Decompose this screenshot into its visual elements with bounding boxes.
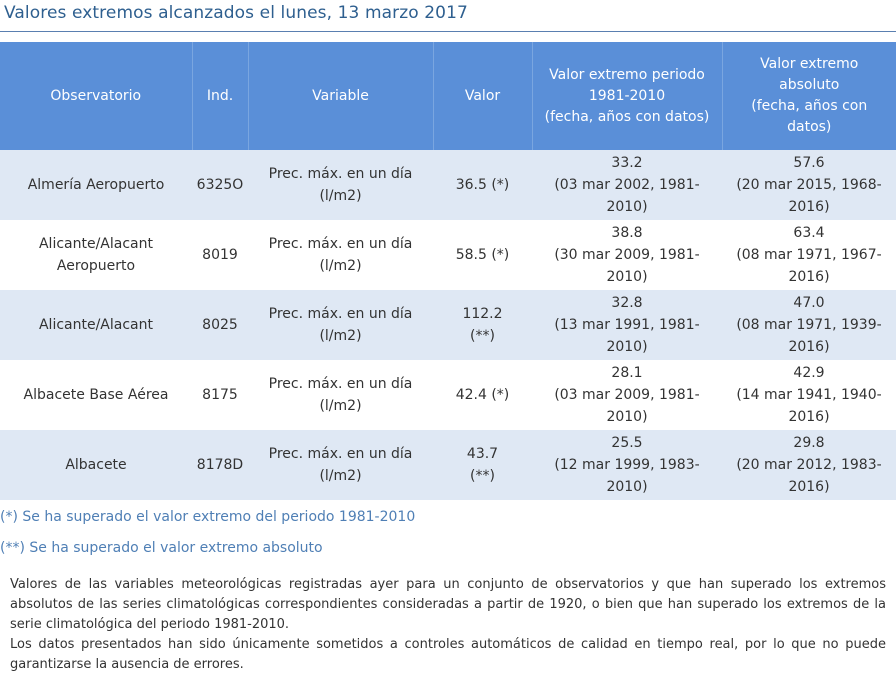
header-variable: Variable <box>248 42 433 150</box>
cell-extremo-periodo: 32.8 (13 mar 1991, 1981-2010) <box>532 290 722 360</box>
note-paragraph: Valores de las variables meteorológicas registradas ayer para un conjunto de observatorios y que han superado los extremos absolutos de las series climatológicas correspondientes consideradas a partir de 1920, o bien que han superado los extremos de la serie climatológica del periodo 1981-2010. <box>10 577 886 632</box>
cell-observatorio: Albacete Base Aérea <box>0 360 192 430</box>
cell-observatorio: Almería Aeropuerto <box>0 150 192 220</box>
cell-extremo-periodo: 25.5 (12 mar 1999, 1983-2010) <box>532 430 722 500</box>
cell-extremo-periodo: 38.8 (30 mar 2009, 1981-2010) <box>532 220 722 290</box>
cell-variable: Prec. máx. en un día (l/m2) <box>248 360 433 430</box>
cell-extremo-absoluto: 29.8 (20 mar 2012, 1983- 2016) <box>722 430 896 500</box>
cell-extremo-absoluto: 42.9 (14 mar 1941, 1940- 2016) <box>722 360 896 430</box>
table-row <box>0 290 896 360</box>
title-divider <box>0 31 896 32</box>
cell-extremo-absoluto: 57.6 (20 mar 2015, 1968- 2016) <box>722 150 896 220</box>
cell-valor: 36.5 (*) <box>433 150 532 220</box>
cell-valor: 42.4 (*) <box>433 360 532 430</box>
header-observatorio: Observatorio <box>0 42 192 150</box>
cell-variable: Prec. máx. en un día (l/m2) <box>248 220 433 290</box>
header-valor: Valor <box>433 42 532 150</box>
cell-observatorio: Alicante/Alacant Aeropuerto <box>0 220 192 290</box>
cell-observatorio: Alicante/Alacant <box>0 290 192 360</box>
cell-variable: Prec. máx. en un día (l/m2) <box>248 290 433 360</box>
page-title: Valores extremos alcanzados el lunes, 13 marzo 2017 <box>4 3 468 23</box>
table-row <box>0 430 896 500</box>
header-ind: Ind. <box>192 42 248 150</box>
cell-extremo-periodo: 28.1 (03 mar 2009, 1981-2010) <box>532 360 722 430</box>
cell-ind: 8178D <box>192 430 248 500</box>
disclaimer-note <box>10 575 886 675</box>
cell-ind: 6325O <box>192 150 248 220</box>
cell-ind: 8019 <box>192 220 248 290</box>
cell-variable: Prec. máx. en un día (l/m2) <box>248 430 433 500</box>
cell-extremo-periodo: 33.2 (03 mar 2002, 1981-2010) <box>532 150 722 220</box>
cell-extremo-absoluto: 63.4 (08 mar 1971, 1967- 2016) <box>722 220 896 290</box>
cell-valor: 43.7 (**) <box>433 430 532 500</box>
table-row <box>0 360 896 430</box>
cell-extremo-absoluto: 47.0 (08 mar 1971, 1939- 2016) <box>722 290 896 360</box>
cell-ind: 8175 <box>192 360 248 430</box>
table-row <box>0 220 896 290</box>
footnote-single-asterisk: (*) Se ha superado el valor extremo del periodo 1981-2010 <box>0 509 416 525</box>
cell-observatorio: Albacete <box>0 430 192 500</box>
cell-ind: 8025 <box>192 290 248 360</box>
table-row <box>0 150 896 220</box>
cell-valor: 112.2 (**) <box>433 290 532 360</box>
header-extremo-periodo: Valor extremo periodo 1981-2010 (fecha, años con datos) <box>532 42 722 150</box>
table-header-row <box>0 42 896 150</box>
extremes-table <box>0 42 896 500</box>
note-paragraph: Los datos presentados han sido únicamente sometidos a controles automáticos de calidad en tiempo real, por lo que no puede garantizarse la ausencia de errores. <box>10 637 886 672</box>
cell-variable: Prec. máx. en un día (l/m2) <box>248 150 433 220</box>
header-extremo-absoluto: Valor extremo absoluto (fecha, años con datos) <box>722 42 896 150</box>
footnote-double-asterisk: (**) Se ha superado el valor extremo absoluto <box>0 540 323 556</box>
cell-valor: 58.5 (*) <box>433 220 532 290</box>
